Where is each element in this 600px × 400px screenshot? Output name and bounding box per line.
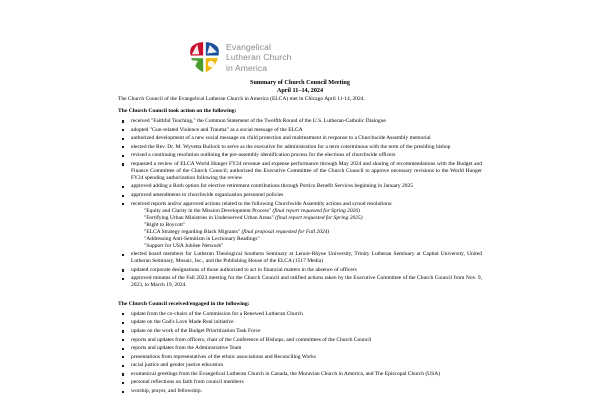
resolution-item: [131, 215, 482, 222]
reports-bullet-text: received reports and/or approved actions related to the following Churchwide Assembly actions and synod resolutions:: [131, 200, 393, 207]
wordmark-line-1: Evangelical: [226, 42, 272, 52]
list-item: reports and updates from the Administrative Team: [118, 345, 482, 352]
wordmark-line-2: Lutheran Church: [226, 52, 292, 63]
resolution-title: "Equity and Clarity in the Mission Development Process": [144, 207, 272, 214]
list-item: revised a continuing resolution outlining the pre-assembly identification process for the elections of churchwide officers: [118, 152, 482, 159]
document-body: [118, 96, 482, 397]
resolution-title: "Right to Boycott": [144, 221, 186, 228]
resolution-note: (final proposal requested for Fall 2024): [241, 228, 330, 235]
list-item: personal reflections on faith from council members: [118, 379, 482, 386]
resolution-item: [131, 222, 482, 229]
resolution-title: "Fortifying Urban Ministries in Underserved Urban Areas": [144, 214, 274, 221]
intro-paragraph: The Church Council of the Evangelical Lutheran Church in America (ELCA) met in Chicago April 11-14, 2024.: [118, 96, 365, 102]
wordmark-line-3: in America: [226, 62, 268, 73]
list-item: approved adding a Roth option for elective retirement contributions through Portico Benefit Services beginning in January 2025: [118, 183, 482, 190]
resolution-title: "Addressing Anti-Semitism in Lectionary Readings": [144, 235, 260, 242]
list-item: updated corporate designations of those authorized to act in financial matters in the absence of officers: [118, 267, 482, 274]
list-item: ecumenical greetings from the Evangelical Lutheran Church in Canada, the Moravian Church in America, and The Episcopal Church (USA): [118, 371, 482, 378]
received-bullet-list: [118, 311, 482, 395]
page-title: [0, 79, 600, 94]
section-heading-actions: The Church Council took action on the following:: [118, 108, 237, 115]
list-item: approved amendments to churchwide organization personnel policies: [118, 192, 482, 199]
list-item: elected the Rev. Dr. M. Wyvetta Bullock to serve as the executive for administration for a term coterminous with the term of the presiding bishop: [118, 144, 482, 151]
list-item: approved minutes of the Fall 2023 meeting for the Church Council and ratified actions taken by the Executive Committee of the Church Council from Nov. 9, 2023, to March 19, 2024.: [118, 275, 482, 289]
resolution-item: [131, 208, 482, 215]
section-divider-space: [118, 291, 482, 301]
list-item: requested a review of ELCA World Hunger FY24 revenue and expense performance through May 2024 and sharing of recommendations with the Budget and Finance Committee of the Church Council; authorized the Executive Committee of the Church Council to approve necessary revisions to the World Hunger FY24 spending authorization following the review: [118, 161, 482, 182]
resolution-title: "ELCA Strategy regarding Black Migrants": [144, 228, 241, 235]
list-item-reports: [118, 201, 482, 250]
section-heading-received: The Church Council received/engaged in the following:: [118, 301, 250, 308]
title-line-2: April 11–14, 2024: [276, 86, 324, 94]
actions-bullet-list: [118, 118, 482, 290]
list-item: reports and updates from officers, chair of the Conference of Bishops, and committees of the Church Council: [118, 337, 482, 344]
resolution-note: (final report requested for Spring 2025): [275, 214, 363, 221]
list-item: authorized development of a new social message on child protection and maltreatment in response to a Churchwide Assembly memorial: [118, 135, 482, 142]
list-item: worship, prayer, and fellowship.: [118, 388, 482, 395]
elca-wordmark: [226, 41, 292, 73]
list-item: update on the God's Love Made Real initiative: [118, 319, 482, 326]
resolution-item: [131, 236, 482, 243]
list-item: presentations from representatives of the ethnic associations and Reconciling Works: [118, 354, 482, 361]
list-item: received "Faithful Teaching," the Common Statement of the Twelfth Round of the U.S. Lutheran-Catholic Dialogue: [118, 118, 482, 125]
elca-logo: [188, 41, 292, 74]
resolutions-sublist: [131, 208, 482, 250]
list-item: update on the work of the Budget Prioritization Task Force: [118, 328, 482, 335]
resolution-note: (final report requested for Spring 2026): [272, 207, 360, 214]
resolution-title: "Support for USA Jubilee Network": [144, 242, 224, 249]
title-line-1: Summary of Church Council Meeting: [250, 79, 350, 86]
list-item: update from the co-chairs of the Commission for a Renewed Lutheran Church: [118, 311, 482, 318]
list-item: adopted "Gun-related Violence and Trauma" as a social message of the ELCA: [118, 127, 482, 134]
resolution-item: [131, 229, 482, 236]
list-item: racial justice and gender justice education: [118, 362, 482, 369]
elca-shield-cross-logo: [188, 41, 221, 74]
list-item: elected board members for Lutheran Theological Southern Seminary at Lenoir-Rhyne University, Trinity Lutheran Seminary at Capital University, United Lutheran Seminary, Mosaic, Inc., and the Publishing House of the ELCA (1517 Media): [118, 251, 482, 265]
resolution-item: [131, 243, 482, 250]
